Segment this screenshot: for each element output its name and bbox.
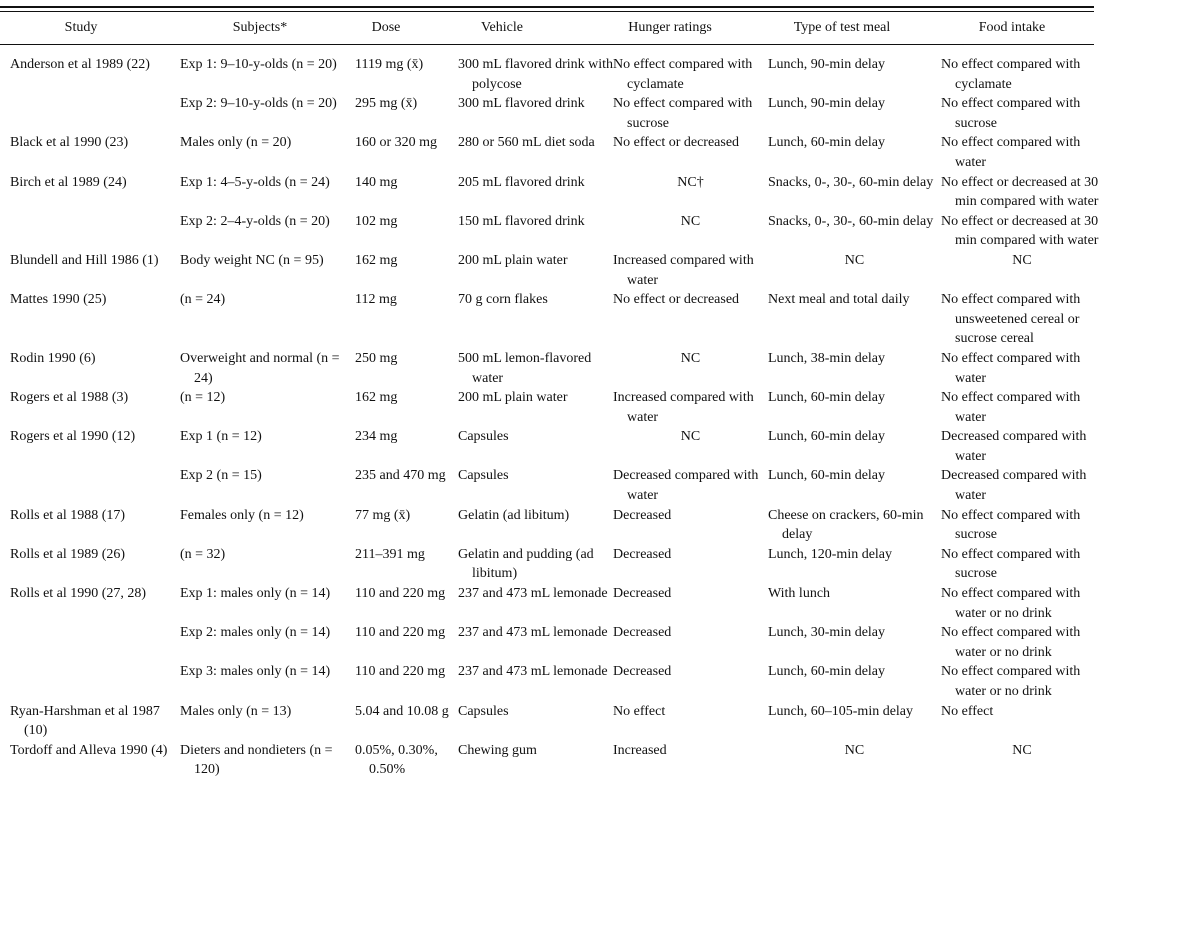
cell-subjects: (n = 24) <box>180 292 226 308</box>
cell-intake: No effect or decreased at 30 min compared with water <box>941 174 1099 210</box>
cell-hunger: Decreased <box>613 625 672 641</box>
cell-hunger: NC <box>680 213 701 229</box>
cell-study: Rogers et al 1990 (12) <box>10 429 136 445</box>
cell-study: Rolls et al 1990 (27, 28) <box>10 586 147 602</box>
header-rule <box>0 44 1094 45</box>
cell-meal: Lunch, 60-min delay <box>768 664 886 680</box>
cell-vehicle: 300 mL flavored drink <box>458 96 585 112</box>
cell-vehicle: Gelatin (ad libitum) <box>458 507 570 523</box>
table-row <box>0 388 1103 427</box>
top-rule-thin <box>0 11 1094 12</box>
cell-subjects: Exp 2: males only (n = 14) <box>180 625 331 641</box>
cell-vehicle: 237 and 473 mL lemonade <box>458 625 608 641</box>
table-row <box>0 466 1103 505</box>
table-row <box>0 662 1103 701</box>
cell-vehicle: Capsules <box>458 429 509 445</box>
cell-hunger: No effect or decreased <box>613 135 740 151</box>
cell-dose: 110 and 220 mg <box>355 586 446 602</box>
cell-vehicle: Gelatin and pudding (ad libitum) <box>458 546 594 582</box>
cell-study: Birch et al 1989 (24) <box>10 174 127 190</box>
table-row <box>0 545 1103 584</box>
cell-meal: Lunch, 38-min delay <box>768 350 886 366</box>
cell-intake: Decreased compared with water <box>941 468 1087 504</box>
cell-subjects: Exp 1: 9–10-y-olds (n = 20) <box>180 57 337 72</box>
table-row <box>0 133 1103 172</box>
table-row <box>0 290 1103 349</box>
cell-dose: 110 and 220 mg <box>355 664 446 680</box>
cell-intake: No effect compared with water or no drink <box>941 625 1081 660</box>
data-table <box>0 55 1103 780</box>
cell-study: Black et al 1990 (23) <box>10 135 129 151</box>
header-meal: Type of test meal <box>793 20 891 35</box>
cell-dose: 250 mg <box>355 350 398 366</box>
cell-hunger: No effect or decreased <box>613 292 740 308</box>
cell-vehicle: 200 mL plain water <box>458 252 568 268</box>
cell-dose: 295 mg (x̄) <box>355 96 418 112</box>
cell-study: Blundell and Hill 1986 (1) <box>10 252 159 268</box>
cell-intake: No effect compared with water <box>941 350 1081 386</box>
cell-subjects: Exp 1 (n = 12) <box>180 429 262 445</box>
cell-vehicle: 205 mL flavored drink <box>458 174 585 190</box>
table-row <box>0 55 1103 94</box>
cell-dose: 140 mg <box>355 174 398 190</box>
cell-hunger: Decreased compared with water <box>613 468 759 504</box>
table-row <box>0 94 1103 133</box>
cell-meal: NC <box>844 742 865 758</box>
cell-vehicle: 280 or 560 mL diet soda <box>458 135 595 151</box>
cell-meal: Lunch, 30-min delay <box>768 625 886 641</box>
table-row <box>0 212 1103 251</box>
cell-subjects: Males only (n = 13) <box>180 703 292 719</box>
cell-intake: No effect compared with water <box>941 390 1081 425</box>
header-study: Study <box>64 20 98 35</box>
cell-hunger: NC <box>680 350 701 366</box>
cell-dose: 211–391 mg <box>355 546 425 562</box>
table-row <box>0 506 1103 545</box>
table-row <box>0 741 1103 780</box>
cell-meal: Snacks, 0-, 30-, 60-min delay <box>768 174 934 190</box>
cell-dose: 234 mg <box>355 429 398 445</box>
cell-subjects: Exp 2: 9–10-y-olds (n = 20) <box>180 96 337 112</box>
cell-subjects: Exp 1: 4–5-y-olds (n = 24) <box>180 174 330 190</box>
cell-hunger: No effect <box>613 703 666 719</box>
cell-dose: 1119 mg (x̄) <box>355 57 424 72</box>
cell-dose: 5.04 and 10.08 g <box>355 703 449 719</box>
cell-intake: No effect <box>941 703 994 719</box>
cell-meal: Lunch, 60-min delay <box>768 429 886 445</box>
cell-study: Mattes 1990 (25) <box>10 292 107 308</box>
cell-subjects: Body weight NC (n = 95) <box>180 252 324 268</box>
table-row <box>0 349 1103 388</box>
cell-intake: No effect compared with water or no drink <box>941 586 1081 621</box>
cell-vehicle: 300 mL flavored drink with polycose <box>458 57 614 92</box>
cell-dose: 162 mg <box>355 252 398 268</box>
cell-vehicle: 237 and 473 mL lemonade <box>458 664 608 680</box>
cell-dose: 77 mg (x̄) <box>355 507 411 523</box>
table-row <box>0 584 1103 623</box>
table-row <box>0 623 1103 662</box>
cell-vehicle: 70 g corn flakes <box>458 292 548 308</box>
cell-vehicle: Capsules <box>458 703 509 719</box>
cell-dose: 160 or 320 mg <box>355 135 438 151</box>
cell-meal: Next meal and total daily <box>768 292 910 308</box>
cell-hunger: No effect compared with cyclamate <box>613 57 753 92</box>
cell-subjects: Males only (n = 20) <box>180 135 292 151</box>
cell-meal: Lunch, 60-min delay <box>768 135 886 151</box>
cell-meal: Cheese on crackers, 60-min delay <box>768 507 924 543</box>
cell-intake: No effect compared with unsweetened cereal or sucrose cereal <box>941 292 1081 347</box>
cell-study: Rolls et al 1989 (26) <box>10 546 126 562</box>
cell-intake: No effect compared with cyclamate <box>941 57 1081 92</box>
cell-hunger: Decreased <box>613 507 672 523</box>
cell-meal: Snacks, 0-, 30-, 60-min delay <box>768 213 934 229</box>
cell-hunger: NC† <box>677 174 704 190</box>
header-subjects: Subjects* <box>232 20 288 35</box>
cell-intake: Decreased compared with water <box>941 429 1087 464</box>
header-intake: Food intake <box>978 20 1046 35</box>
cell-dose: 235 and 470 mg <box>355 468 446 484</box>
cell-dose: 0.05%, 0.30%, 0.50% <box>355 742 438 778</box>
cell-meal: NC <box>844 252 865 268</box>
cell-intake: No effect compared with sucrose <box>941 96 1081 131</box>
cell-vehicle: 237 and 473 mL lemonade <box>458 586 608 602</box>
cell-subjects: Exp 1: males only (n = 14) <box>180 586 331 602</box>
cell-subjects: Overweight and normal (n = 24) <box>180 350 340 386</box>
cell-subjects: (n = 12) <box>180 390 226 406</box>
cell-meal: Lunch, 60–105-min delay <box>768 703 914 719</box>
table-row <box>0 251 1103 290</box>
cell-vehicle: Chewing gum <box>458 742 537 758</box>
cell-intake: No effect compared with sucrose <box>941 546 1081 582</box>
cell-subjects: Exp 2: 2–4-y-olds (n = 20) <box>180 213 330 229</box>
cell-subjects: Exp 2 (n = 15) <box>180 468 262 484</box>
table-row <box>0 173 1103 212</box>
cell-dose: 110 and 220 mg <box>355 625 446 641</box>
cell-meal: With lunch <box>768 586 831 602</box>
cell-hunger: Decreased <box>613 664 672 680</box>
cell-dose: 112 mg <box>355 292 397 308</box>
cell-hunger: Decreased <box>613 546 672 562</box>
cell-intake: NC <box>1012 252 1032 268</box>
cell-vehicle: 200 mL plain water <box>458 390 568 406</box>
cell-intake: No effect compared with water or no drink <box>941 664 1081 699</box>
header-dose: Dose <box>371 20 401 35</box>
cell-study: Rodin 1990 (6) <box>10 350 96 366</box>
cell-subjects: (n = 32) <box>180 546 226 562</box>
table-row <box>0 427 1103 466</box>
cell-meal: Lunch, 120-min delay <box>768 546 893 562</box>
header-hunger: Hunger ratings <box>628 20 712 35</box>
cell-meal: Lunch, 60-min delay <box>768 390 886 406</box>
top-rule <box>0 6 1094 8</box>
cell-study: Rogers et al 1988 (3) <box>10 390 129 406</box>
cell-study: Tordoff and Alleva 1990 (4) <box>10 742 168 758</box>
cell-vehicle: Capsules <box>458 468 509 484</box>
table-row <box>0 702 1103 741</box>
cell-meal: Lunch, 90-min delay <box>768 57 886 72</box>
cell-intake: No effect compared with sucrose <box>941 507 1081 543</box>
cell-study: Ryan-Harshman et al 1987 (10) <box>10 703 160 739</box>
cell-intake: NC <box>1012 742 1032 758</box>
cell-subjects: Exp 3: males only (n = 14) <box>180 664 331 680</box>
cell-subjects: Females only (n = 12) <box>180 507 304 523</box>
cell-study: Anderson et al 1989 (22) <box>10 57 150 72</box>
cell-hunger: Increased compared with water <box>613 252 754 288</box>
cell-vehicle: 500 mL lemon-flavored water <box>458 350 592 386</box>
header-vehicle: Vehicle <box>481 20 523 35</box>
cell-hunger: Decreased <box>613 586 672 602</box>
cell-meal: Lunch, 90-min delay <box>768 96 886 112</box>
cell-study: Rolls et al 1988 (17) <box>10 507 126 523</box>
cell-vehicle: 150 mL flavored drink <box>458 213 585 229</box>
table-header <box>0 18 1094 40</box>
cell-meal: Lunch, 60-min delay <box>768 468 886 484</box>
cell-hunger: NC <box>680 429 701 445</box>
cell-dose: 162 mg <box>355 390 398 406</box>
cell-hunger: Increased <box>613 742 667 758</box>
cell-hunger: No effect compared with sucrose <box>613 96 753 131</box>
cell-hunger: Increased compared with water <box>613 390 754 425</box>
cell-intake: No effect compared with water <box>941 135 1081 170</box>
cell-dose: 102 mg <box>355 213 398 229</box>
cell-subjects: Dieters and nondieters (n = 120) <box>180 742 333 778</box>
cell-intake: No effect or decreased at 30 min compared with water <box>941 213 1099 249</box>
